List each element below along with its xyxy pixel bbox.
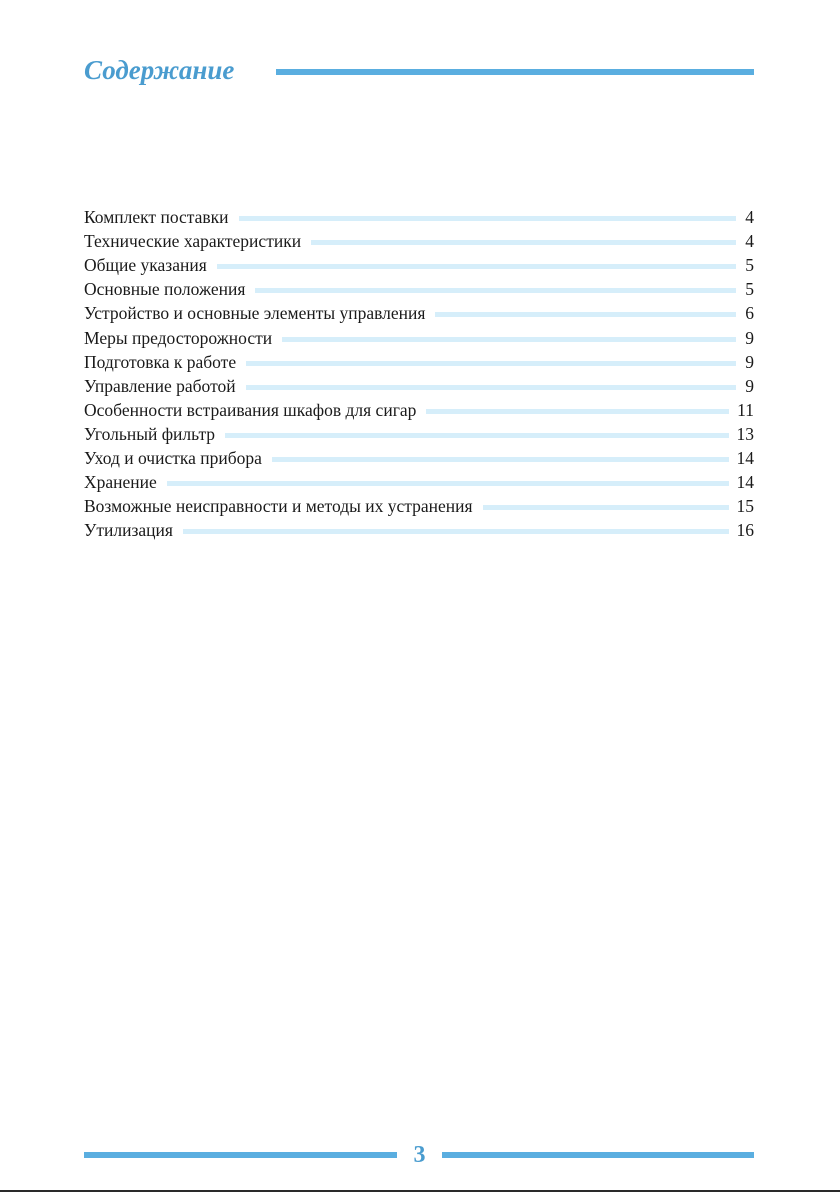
toc-entry-label: Особенности встраивания шкафов для сигар [84,399,417,420]
toc-entry-label: Утилизация [84,520,173,541]
toc-leader [435,312,736,317]
toc-entry[interactable] [84,398,754,422]
toc-entry[interactable] [84,325,754,349]
toc-entry[interactable] [84,446,754,470]
toc-entry-label: Общие указания [84,255,207,276]
toc-leader [246,361,736,366]
toc-entry[interactable] [84,350,754,374]
toc-entry-label: Подготовка к работе [84,351,237,372]
toc-entry[interactable] [84,374,754,398]
toc-leader [225,433,728,438]
toc-entry-page: 5 [745,279,754,300]
toc-entry[interactable] [84,205,754,229]
toc-entry-label: Хранение [84,472,157,493]
page-header [84,50,754,90]
toc-entry[interactable] [84,518,754,542]
toc-entry[interactable] [84,470,754,494]
toc-entry-page: 14 [736,447,754,468]
title-rule [276,69,754,75]
toc-leader [183,529,729,534]
toc-entry-label: Комплект поставки [84,207,229,228]
toc-entry-page: 4 [745,231,754,252]
toc-entry-label: Основные положения [84,279,246,300]
page-title: Содержание [84,55,235,85]
toc-entry[interactable] [84,253,754,277]
toc-entry-label: Технические характеристики [84,231,302,252]
footer-rule-right [442,1152,754,1158]
toc-entry-label: Управление работой [84,375,236,396]
toc-leader [217,264,736,269]
toc-leader [167,481,729,486]
toc-entry-page: 4 [745,207,754,228]
toc-entry-label: Меры предосторожности [84,327,273,348]
toc-entry-page: 14 [736,472,754,493]
toc-entry-page: 6 [745,303,754,324]
toc-leader [239,216,736,221]
toc-entry[interactable] [84,277,754,301]
toc-entry-label: Возможные неисправности и методы их устранения [84,496,473,517]
toc-entry-page: 11 [737,399,754,420]
toc-entry-page: 13 [736,423,754,444]
toc-entry-label: Устройство и основные элементы управления [84,303,426,324]
page-number: 3 [413,1142,426,1168]
toc-entry[interactable] [84,229,754,253]
toc-entry-page: 9 [745,375,754,396]
toc-leader [246,385,736,390]
toc-entry-page: 9 [745,351,754,372]
toc-entry-label: Угольный фильтр [84,423,216,444]
footer-rule-left [84,1152,397,1158]
toc-leader [311,240,736,245]
toc-entry[interactable] [84,494,754,518]
toc-entry-page: 15 [736,496,754,517]
table-of-contents [84,205,754,542]
toc-entry-page: 9 [745,327,754,348]
page-footer [84,1140,754,1170]
toc-leader [483,505,729,510]
toc-entry[interactable] [84,422,754,446]
toc-leader [272,457,729,462]
toc-leader [282,337,736,342]
toc-entry-page: 5 [745,255,754,276]
toc-leader [426,409,729,414]
toc-leader [255,288,736,293]
toc-entry-label: Уход и очистка прибора [84,447,262,468]
toc-entry-page: 16 [736,520,754,541]
toc-entry[interactable] [84,301,754,325]
